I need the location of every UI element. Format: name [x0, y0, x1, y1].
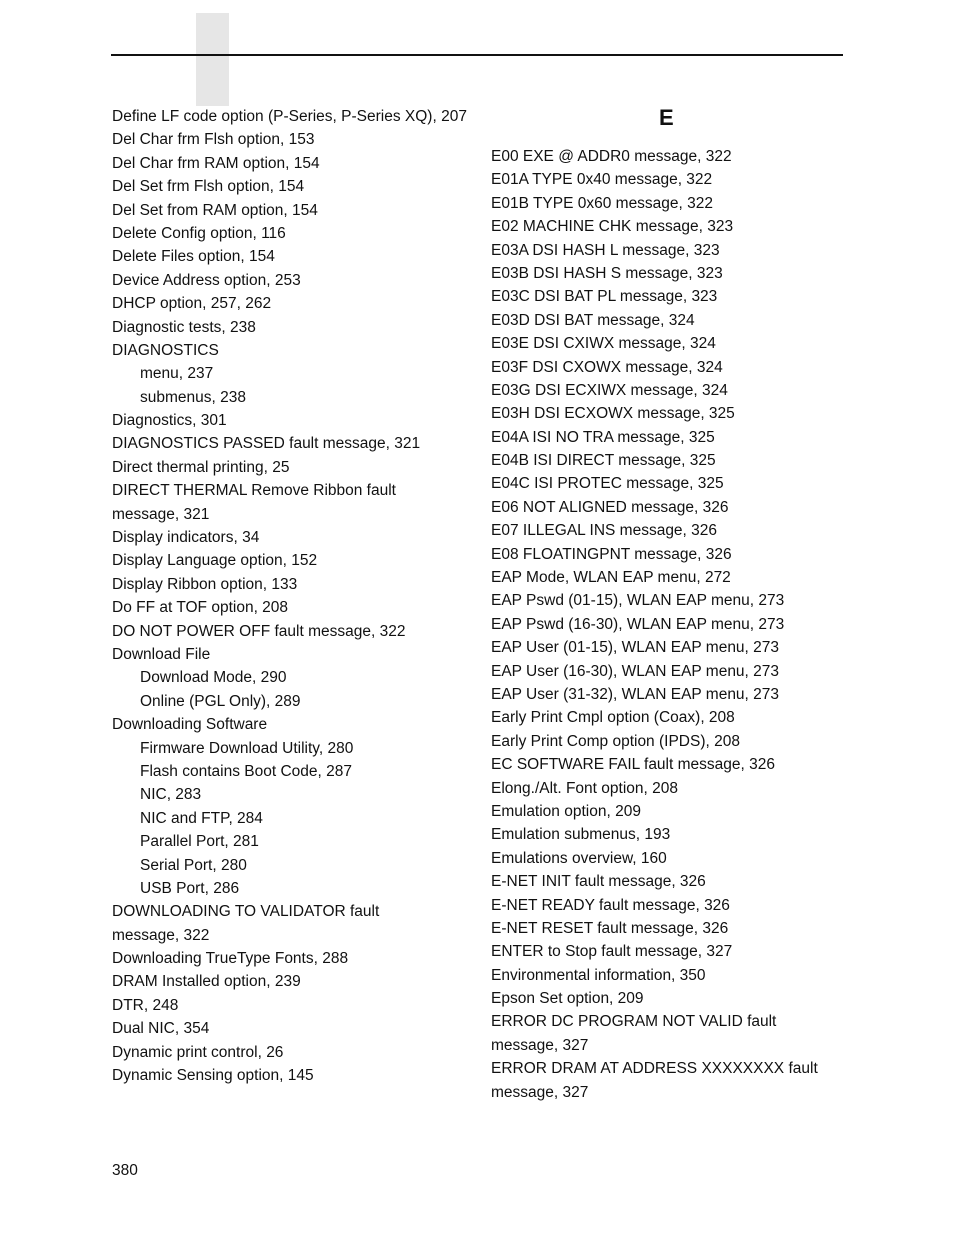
index-entry: E03D DSI BAT message, 324 [491, 311, 695, 329]
index-entry: Del Set frm Flsh option, 154 [112, 178, 305, 196]
index-entry: Device Address option, 253 [112, 271, 301, 289]
index-entry: EAP User (31-32), WLAN EAP menu, 273 [491, 685, 780, 703]
index-entry: Epson Set option, 209 [491, 990, 644, 1008]
index-entry: EAP Pswd (16-30), WLAN EAP menu, 273 [491, 615, 785, 633]
index-entry: E06 NOT ALIGNED message, 326 [491, 498, 729, 516]
index-column-right [491, 145, 841, 1104]
index-subentry: submenus, 238 [140, 388, 246, 406]
index-subentry: NIC and FTP, 284 [140, 809, 263, 827]
index-entry: Emulation submenus, 193 [491, 826, 671, 844]
index-entry: Diagnostic tests, 238 [112, 318, 256, 336]
index-entry: DOWNLOADING TO VALIDATOR fault [112, 903, 380, 921]
index-entry: Del Char frm RAM option, 154 [112, 154, 320, 172]
index-entry: message, 322 [112, 926, 210, 944]
index-entry: E04A ISI NO TRA message, 325 [491, 428, 715, 446]
index-entry: DIAGNOSTICS PASSED fault message, 321 [112, 435, 421, 453]
index-subentry: menu, 237 [140, 365, 214, 383]
index-entry: Emulations overview, 160 [491, 849, 667, 867]
index-entry: Delete Files option, 154 [112, 248, 275, 266]
index-entry: E-NET RESET fault message, 326 [491, 919, 729, 937]
index-entry: Delete Config option, 116 [112, 224, 286, 242]
index-subentry: Flash contains Boot Code, 287 [140, 762, 352, 780]
index-entry: Emulation option, 209 [491, 802, 641, 820]
index-entry: Dynamic print control, 26 [112, 1043, 284, 1061]
index-subentry: Firmware Download Utility, 280 [140, 739, 354, 757]
index-entry: Diagnostics, 301 [112, 412, 227, 430]
index-entry: Display indicators, 34 [112, 529, 260, 547]
header-rule [111, 54, 843, 56]
index-entry: E00 EXE @ ADDR0 message, 322 [491, 148, 732, 165]
header-tab-block [196, 13, 229, 106]
index-entry: E03H DSI ECXOWX message, 325 [491, 405, 735, 423]
index-entry: ERROR DRAM AT ADDRESS XXXXXXXX fault [491, 1060, 818, 1078]
index-subentry: USB Port, 286 [140, 879, 240, 897]
index-entry: Direct thermal printing, 25 [112, 458, 290, 476]
index-entry: Display Language option, 152 [112, 552, 318, 570]
index-entry: DO NOT POWER OFF fault message, 322 [112, 622, 406, 640]
index-entry: EAP User (16-30), WLAN EAP menu, 273 [491, 662, 780, 680]
page-number: 380 [112, 1162, 138, 1179]
index-subentry: NIC, 283 [140, 786, 202, 804]
index-entry: E04C ISI PROTEC message, 325 [491, 475, 724, 493]
index-entry: Download File [112, 645, 211, 663]
index-entry: EAP Pswd (01-15), WLAN EAP menu, 273 [491, 592, 785, 610]
index-entry: DTR, 248 [112, 996, 179, 1014]
index-entry: message, 327 [491, 1083, 589, 1101]
index-entry: Early Print Comp option (IPDS), 208 [491, 732, 740, 750]
index-entry: Define LF code option (P-Series, P-Series XQ), 207 [112, 108, 467, 125]
index-column-left [112, 105, 482, 1087]
index-entry: Downloading TrueType Fonts, 288 [112, 950, 349, 968]
index-entry: E07 ILLEGAL INS message, 326 [491, 522, 718, 540]
index-entry: E-NET READY fault message, 326 [491, 896, 730, 914]
index-entry: E01A TYPE 0x40 message, 322 [491, 171, 713, 189]
index-entry: E03G DSI ECXIWX message, 324 [491, 381, 728, 399]
index-entry: message, 327 [491, 1036, 589, 1054]
index-entry: DIRECT THERMAL Remove Ribbon fault [112, 482, 396, 500]
index-entry: Dual NIC, 354 [112, 1020, 210, 1038]
index-entry: EAP User (01-15), WLAN EAP menu, 273 [491, 639, 780, 657]
index-entry: Del Set from RAM option, 154 [112, 201, 318, 219]
section-letter-heading: E [659, 105, 674, 130]
index-entry: message, 321 [112, 505, 210, 523]
index-entry: Elong./Alt. Font option, 208 [491, 779, 678, 797]
index-subentry: Online (PGL Only), 289 [140, 692, 301, 710]
index-entry: DRAM Installed option, 239 [112, 973, 301, 991]
index-entry: Display Ribbon option, 133 [112, 575, 298, 593]
index-entry: E03F DSI CXOWX message, 324 [491, 358, 723, 376]
index-entry: E08 FLOATINGPNT message, 326 [491, 545, 732, 563]
index-entry: E02 MACHINE CHK message, 323 [491, 218, 734, 236]
index-entry: E03C DSI BAT PL message, 323 [491, 288, 718, 306]
index-entry: ENTER to Stop fault message, 327 [491, 943, 733, 961]
index-entry: Downloading Software [112, 716, 268, 734]
index-entry: Del Char frm Flsh option, 153 [112, 131, 315, 149]
index-entry: E-NET INIT fault message, 326 [491, 873, 706, 891]
index-entry: E01B TYPE 0x60 message, 322 [491, 194, 714, 212]
index-entry: Early Print Cmpl option (Coax), 208 [491, 709, 735, 727]
index-subentry: Download Mode, 290 [140, 669, 287, 687]
index-subentry: Serial Port, 280 [140, 856, 247, 874]
index-entry: Dynamic Sensing option, 145 [112, 1067, 314, 1085]
index-entry: E03B DSI HASH S message, 323 [491, 264, 723, 282]
index-entry: E04B ISI DIRECT message, 325 [491, 452, 716, 470]
index-entry: DHCP option, 257, 262 [112, 295, 272, 313]
index-entry: Environmental information, 350 [491, 966, 706, 984]
index-entry: ERROR DC PROGRAM NOT VALID fault [491, 1013, 777, 1031]
index-entry: E03E DSI CXIWX message, 324 [491, 335, 716, 353]
index-entry: DIAGNOSTICS [112, 341, 219, 359]
index-entry: EAP Mode, WLAN EAP menu, 272 [491, 569, 731, 587]
index-entry: E03A DSI HASH L message, 323 [491, 241, 720, 259]
index-entry: Do FF at TOF option, 208 [112, 599, 289, 617]
index-subentry: Parallel Port, 281 [140, 833, 259, 851]
index-entry: EC SOFTWARE FAIL fault message, 326 [491, 756, 775, 774]
